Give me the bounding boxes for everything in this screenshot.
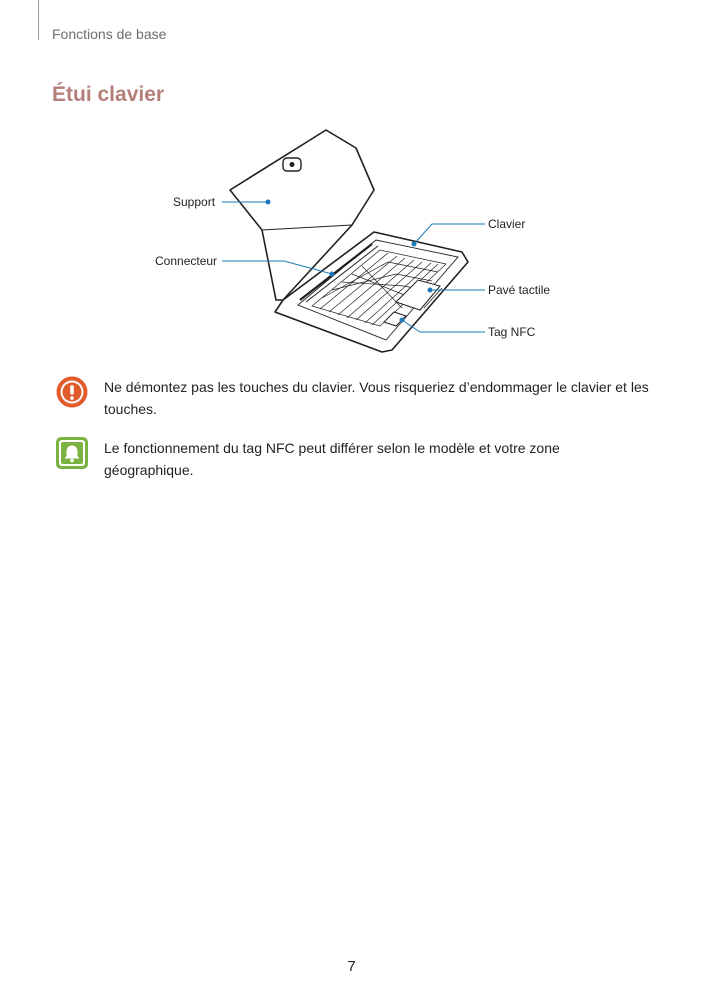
notice-bell-icon [56,437,88,469]
caution-icon [56,376,88,408]
camera-lens [290,162,295,167]
callout-dot-tag-nfc [400,318,405,323]
callout-dot-connecteur [330,272,335,277]
page-title: Étui clavier [52,83,165,106]
callout-clavier: Clavier [488,217,526,231]
notice-note-text: Le fonctionnement du tag NFC peut différer selon le modèle et votre zone géographique. [104,440,560,478]
callout-support: Support [173,195,216,209]
caution-note-text: Ne démontez pas les touches du clavier. Vous risqueriez d’endommager le clavier et les touches. [104,379,649,417]
callout-pave-tactile: Pavé tactile [488,283,551,297]
page-number: 7 [347,958,356,975]
callout-dot-pave-tactile [428,288,433,293]
callout-line-clavier [414,224,485,244]
callout-dot-clavier [412,242,417,247]
callout-connecteur: Connecteur [155,254,218,268]
keyboard-cover-illustration [0,0,703,360]
keyboard-cover-figure [0,0,703,360]
callout-dot-support [266,200,271,205]
notice-note [56,437,656,478]
section-label: Fonctions de base [52,26,167,42]
caution-note [56,376,656,422]
callout-tag-nfc: Tag NFC [488,325,536,339]
